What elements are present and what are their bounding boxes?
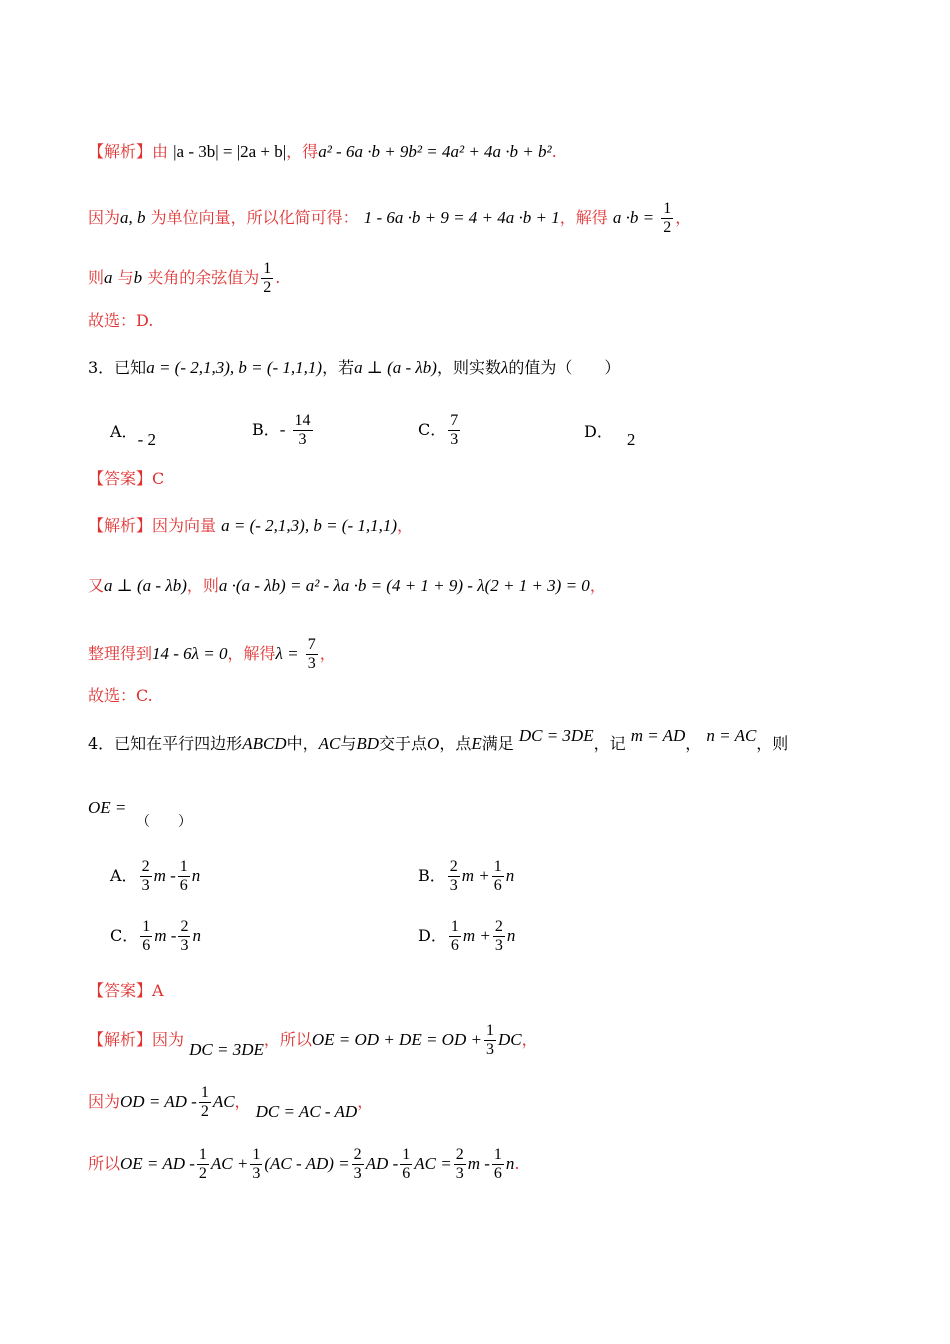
math-expr: OE = OD + DE = OD +	[311, 1030, 482, 1049]
text: 4．已知在平行四边形	[88, 734, 243, 753]
math-expr: a = (- 2,1,3), b = (- 1,1,1)	[221, 516, 398, 535]
math-expr: a ⊥ (a - λb)	[354, 358, 437, 377]
math-expr: m = AD	[630, 726, 686, 745]
option-label: C．	[110, 926, 139, 945]
text: .	[275, 268, 281, 287]
answer-tag: 【答案】	[88, 469, 153, 488]
text: ，	[397, 516, 414, 535]
fraction: $\frac{1}{2}$	[200, 1084, 209, 1120]
math-var: AC	[318, 734, 341, 753]
text: 因为向量	[152, 516, 217, 535]
q4-option-b[interactable]	[418, 858, 514, 895]
math-expr: AC =	[414, 1154, 452, 1173]
fraction: $\frac{1}{3}$	[252, 1146, 261, 1182]
math-expr: m +	[462, 926, 491, 945]
math-expr: m -	[154, 926, 177, 945]
math-expr: n = AC	[706, 726, 757, 745]
fraction: $\frac{1}{6}$	[179, 858, 188, 894]
fraction: $\frac{2}{3}$	[180, 918, 189, 954]
text: .	[514, 1154, 520, 1173]
text: 因为	[152, 1030, 185, 1049]
math-expr: DC = 3DE	[189, 1040, 264, 1059]
math-expr: AC +	[210, 1154, 249, 1173]
text: ，则	[756, 734, 789, 753]
math-expr: a ⊥ (a - λb)	[104, 576, 187, 595]
text: 交于点	[379, 734, 428, 753]
math-expr: a = (- 2,1,3), b = (- 1,1,1)	[146, 358, 323, 377]
q4-option-d[interactable]	[418, 918, 515, 955]
text: 与	[112, 268, 134, 287]
option-label: B．	[418, 866, 446, 885]
math-expr: a² - 6a ·b + 9b² = 4a² + 4a ·b + b²	[318, 142, 552, 161]
option-label: A．	[110, 866, 138, 885]
answer-value: A	[152, 981, 164, 1000]
q4-answer	[88, 979, 890, 1003]
option-label: D．	[584, 422, 613, 441]
text: 为单位向量，所以化简可得：	[145, 208, 359, 227]
math-expr: AD -	[365, 1154, 399, 1173]
text: ，	[589, 576, 606, 595]
text: 因为	[88, 208, 121, 227]
q4-option-a[interactable]	[110, 858, 200, 895]
text: ，	[234, 1092, 251, 1111]
q3-sol-line1	[88, 514, 890, 538]
q3-sol-line3	[88, 636, 890, 673]
fraction: $\frac{7}{3}$	[307, 636, 316, 672]
text: 与	[340, 734, 357, 753]
text: ，得	[286, 142, 319, 161]
math-var: n	[192, 926, 201, 945]
fraction: $\frac{1}{6}$	[450, 918, 459, 954]
option-label: B．	[252, 420, 280, 439]
text: ，解得	[227, 644, 276, 663]
text: 则	[88, 268, 105, 287]
q3-choose: 故选：C.	[88, 686, 153, 705]
text: 所以	[88, 1154, 121, 1173]
sol2-line3	[88, 260, 890, 297]
q3-option-c[interactable]	[418, 412, 462, 449]
math-expr: OD = AD -	[120, 1092, 197, 1111]
text: ，	[521, 1030, 538, 1049]
fraction: $\frac{1}{6}$	[493, 858, 502, 894]
math-expr: m -	[467, 1154, 490, 1173]
fraction: $\frac{1}{6}$	[493, 1146, 502, 1182]
option-label: D．	[418, 926, 447, 945]
math-var: n	[505, 1154, 515, 1173]
text: ，	[357, 1092, 374, 1111]
text: ，记	[593, 734, 626, 753]
text: 整理得到	[88, 644, 153, 663]
math-expr: DC = 3DE	[518, 726, 594, 745]
analysis-tag: 【解析】	[88, 516, 153, 535]
text: 由	[152, 142, 169, 161]
text: 又	[88, 576, 105, 595]
q3-answer	[88, 467, 890, 491]
text: ，则实数	[436, 358, 501, 377]
math-expr: λ =	[275, 644, 299, 663]
math-expr: a ·b =	[612, 208, 655, 227]
math-var: b	[133, 268, 143, 287]
fraction: $\frac{1}{2}$	[198, 1146, 207, 1182]
text: 因为	[88, 1092, 121, 1111]
math-var: O	[427, 734, 440, 753]
fraction: $\frac{14}{3}$	[294, 412, 311, 448]
fraction: $\frac{1}{2}$	[663, 200, 672, 236]
text: ，则	[186, 576, 219, 595]
math-expr: m -	[153, 866, 176, 885]
fraction: $\frac{1}{3}$	[485, 1022, 494, 1058]
math-expr: a ·(a - λb) = a² - λa ·b = (4 + 1 + 9) - λ(2 + 1 + 3) = 0	[218, 576, 590, 595]
fraction: $\frac{1}{6}$	[402, 1146, 411, 1182]
answer-paren: （ ）	[136, 814, 192, 830]
text: ，	[675, 208, 692, 227]
analysis-tag: 【解析】	[88, 1030, 153, 1049]
math-var: n	[505, 866, 515, 885]
option-value: - 2	[137, 430, 156, 449]
q3-option-a[interactable]	[110, 420, 156, 449]
fraction: $\frac{7}{3}$	[450, 412, 459, 448]
fraction: $\frac{2}{3}$	[141, 858, 150, 894]
answer-value: C	[152, 469, 165, 488]
q3-sol-line2	[88, 574, 890, 598]
math-var: n	[506, 926, 516, 945]
math-expr: AC	[212, 1092, 235, 1111]
text: 满足	[481, 734, 514, 753]
math-var: λ	[500, 358, 509, 377]
text: 3．已知	[88, 358, 147, 377]
math-var: a	[104, 268, 113, 287]
fraction: $\frac{2}{3}$	[353, 1146, 362, 1182]
fraction: $\frac{2}{3}$	[455, 1146, 464, 1182]
q4-option-c[interactable]	[110, 918, 201, 955]
fraction: $\frac{2}{3}$	[494, 918, 503, 954]
fraction: $\frac{1}{2}$	[263, 260, 272, 296]
text: 中，	[286, 734, 319, 753]
text: ，若	[322, 358, 355, 377]
math-expr: m +	[461, 866, 490, 885]
text: ，所以	[263, 1030, 312, 1049]
q4-sol-line2	[88, 1084, 890, 1121]
option-label: C．	[418, 420, 447, 439]
q3-option-b[interactable]	[252, 412, 315, 449]
math-expr: (AC - AD) =	[264, 1154, 350, 1173]
text: 的值为（ ）	[508, 358, 621, 377]
fraction: $\frac{1}{6}$	[142, 918, 151, 954]
q4-stem-line2	[88, 796, 890, 830]
text: ，	[685, 734, 702, 753]
text: ，	[319, 644, 336, 663]
math-expr: DC = AC - AD	[255, 1102, 358, 1121]
math-var: E	[471, 734, 482, 753]
q4-sol-line3	[88, 1146, 890, 1183]
analysis-tag: 【解析】	[88, 142, 153, 161]
option-value: 2	[626, 430, 636, 449]
q4-sol-line1	[88, 1022, 890, 1059]
math-expr: OE = AD -	[120, 1154, 195, 1173]
math-expr: OE =	[88, 798, 127, 817]
minus-sign: -	[279, 420, 286, 439]
math-expr: |a - 3b| = |2a + b|	[173, 142, 287, 161]
sol2-line1	[88, 140, 890, 164]
math-expr: 1 - 6a ·b + 9 = 4 + 4a ·b + 1	[363, 208, 560, 227]
q3-option-d[interactable]	[584, 420, 636, 449]
math-expr: 14 - 6λ = 0	[152, 644, 228, 663]
text: 夹角的余弦值为	[142, 268, 260, 287]
math-expr: a, b	[120, 208, 146, 227]
math-var: n	[191, 866, 201, 885]
text: .	[551, 142, 557, 161]
option-label: A．	[110, 422, 138, 441]
fraction: $\frac{2}{3}$	[449, 858, 458, 894]
q4-stem	[88, 726, 890, 756]
answer-tag: 【答案】	[88, 981, 153, 1000]
sol2-choose: 故选：D.	[88, 311, 154, 330]
sol2-line2	[88, 200, 890, 237]
math-var: ABCD	[242, 734, 287, 753]
text: ，点	[439, 734, 472, 753]
q3-stem	[88, 356, 890, 380]
math-expr: DC	[497, 1030, 522, 1049]
text: ，解得	[559, 208, 608, 227]
math-var: BD	[356, 734, 380, 753]
